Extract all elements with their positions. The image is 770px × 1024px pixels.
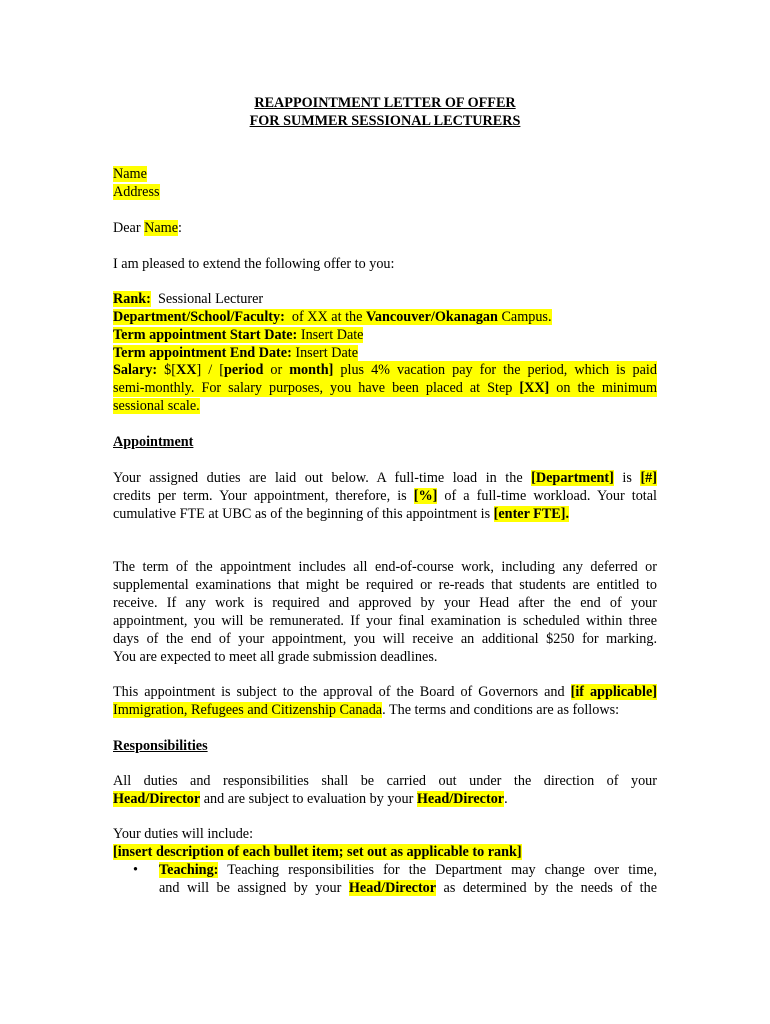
intro-sentence: I am pleased to extend the following offer to you: <box>113 256 395 272</box>
appointment-paragraph-3: This appointment is subject to the approval of the Board of Governors and [if applicable] Immigration, Refugees and Citizenship Canada. The terms and conditions are as follows: <box>113 684 657 718</box>
end-date-line: Term appointment End Date: Insert Date <box>113 345 358 361</box>
teaching-bullet: Teaching: Teaching responsibilities for the Department may change over time, and will be assigned by your Head/Director as determined by the needs of the <box>159 862 658 896</box>
start-date-line: Term appointment Start Date: Insert Date <box>113 327 364 343</box>
appointment-heading: Appointment <box>113 434 194 450</box>
letter-title-line2: FOR SUMMER SESSIONAL LECTURERS <box>249 113 521 129</box>
responsibilities-paragraph: All duties and responsibilities shall be carried out under the direction of your Head/Director and are subject to evaluation by your Head/Director. <box>113 773 657 807</box>
appointment-paragraph-2: The term of the appointment includes all end-of-course work, including any deferred or supplemental examinations that might be required or re-reads that students are entitled to receive. If any work is required and approved by your Head after the end of your appointment, you will be remunerated. If your final examination is scheduled within three days of the end of your appointment, you will receive an additional $250 for marking. You are expected to meet all grade submission deadlines. <box>113 559 657 665</box>
department-line: Department/School/Faculty: of XX at the Vancouver/Okanagan Campus. <box>113 309 552 325</box>
salutation: Dear Name: <box>113 220 182 236</box>
appointment-paragraph-1: Your assigned duties are laid out below. A full-time load in the [Department] is [#] credits per term. Your appointment, therefore, is [%] of a full-time workload. Your total cumulative FTE at UBC as of the beginning of this appointment is [enter FTE]. <box>113 470 657 522</box>
salary-paragraph <box>113 361 657 415</box>
rank-line: Rank: Sessional Lecturer <box>113 291 264 307</box>
salary-line-2: semi-monthly. For salary purposes, you have been placed at Step [XX] on the minimum <box>113 380 657 396</box>
responsibilities-heading: Responsibilities <box>113 738 208 754</box>
salary-line-3: sessional scale. <box>113 398 200 414</box>
recipient-address: Address <box>113 184 160 200</box>
recipient-name: Name <box>113 166 147 182</box>
letter-title-line1: REAPPOINTMENT LETTER OF OFFER <box>254 95 516 111</box>
duties-intro: Your duties will include: <box>113 826 254 842</box>
bullet-point: • <box>133 862 138 878</box>
insert-description-note: [insert description of each bullet item; set out as applicable to rank] <box>113 844 522 860</box>
salary-line-1: Salary: $[XX] / [period or month] plus 4% vacation pay for the period, which is paid <box>113 362 657 378</box>
